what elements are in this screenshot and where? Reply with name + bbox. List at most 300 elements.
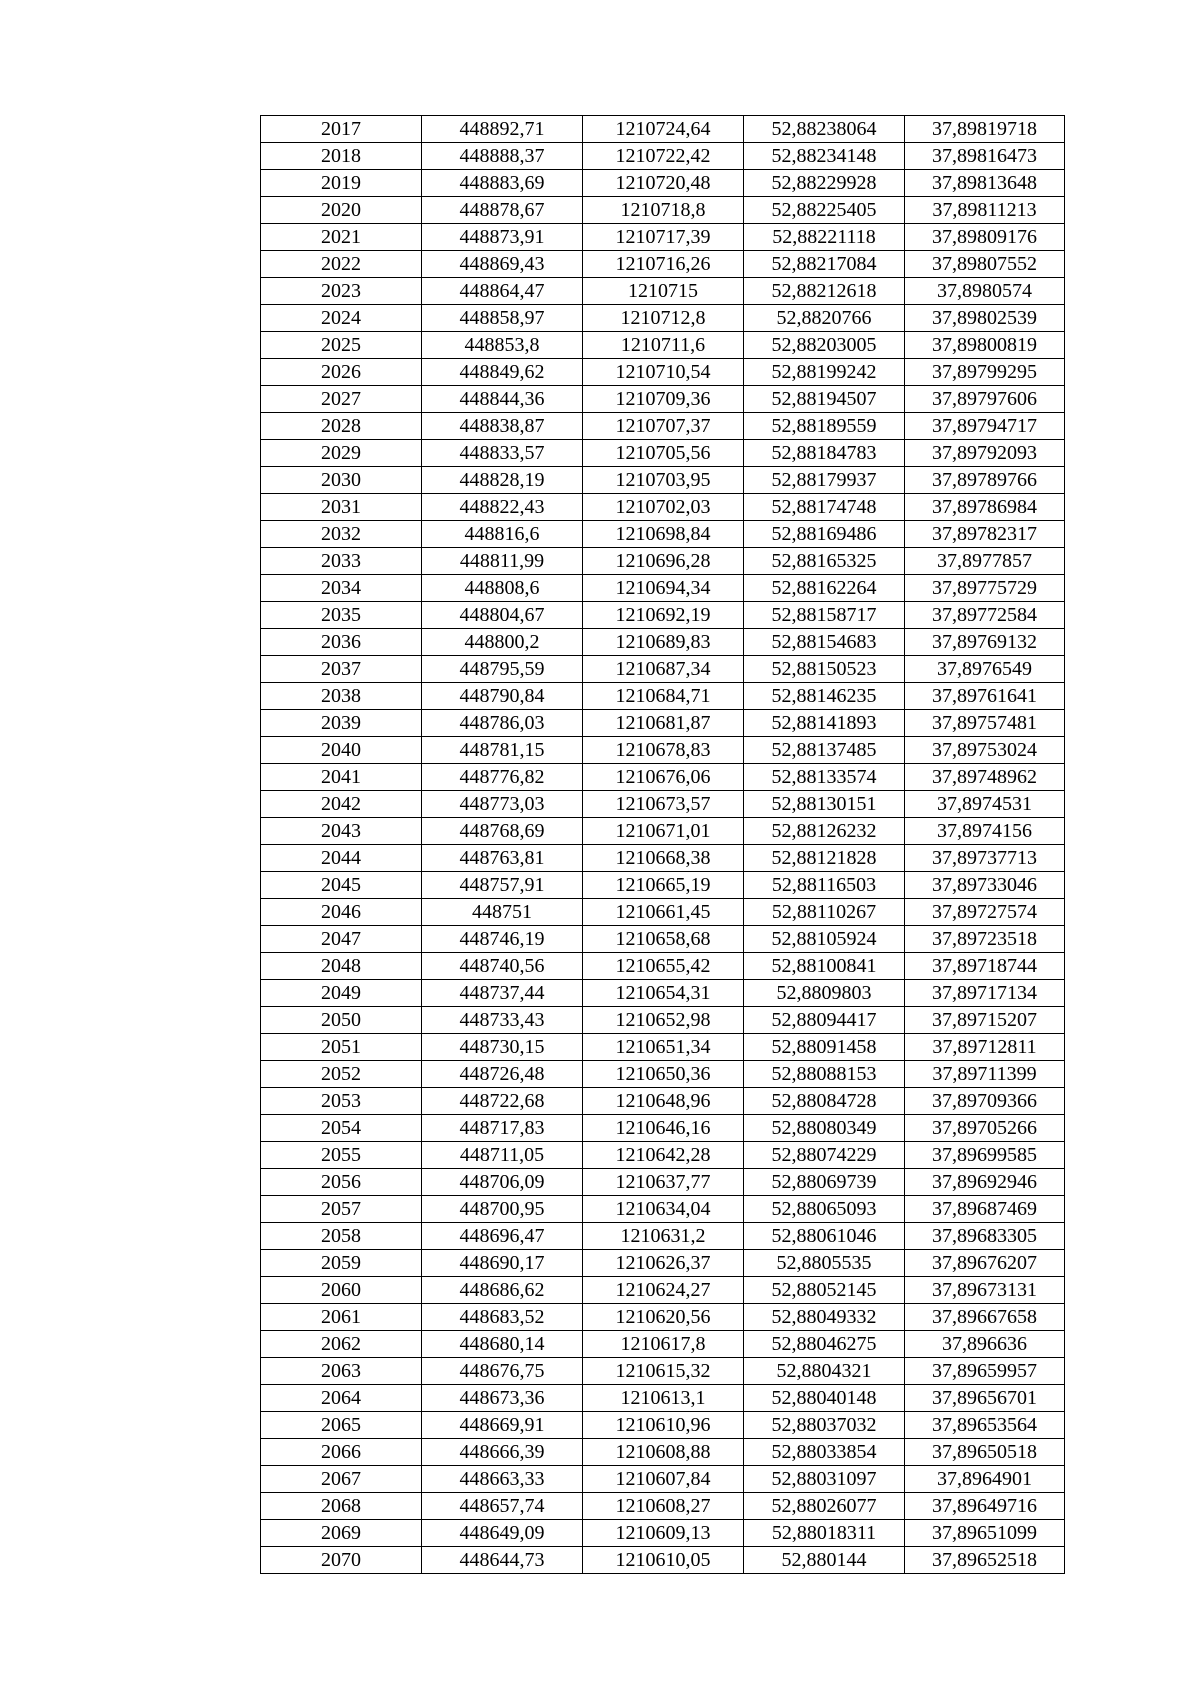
table-row: [261, 1196, 1065, 1223]
point-number-cell: 2023: [261, 278, 422, 305]
y-coordinate-cell: 1210720,48: [583, 170, 744, 197]
table-row: [261, 656, 1065, 683]
latitude-cell: 52,88194507: [744, 386, 905, 413]
latitude-cell: 52,8820766: [744, 305, 905, 332]
table-row: [261, 386, 1065, 413]
y-coordinate-cell: 1210715: [583, 278, 744, 305]
longitude-cell: 37,89802539: [905, 305, 1065, 332]
x-coordinate-cell: 448776,82: [422, 764, 583, 791]
latitude-cell: 52,88165325: [744, 548, 905, 575]
y-coordinate-cell: 1210678,83: [583, 737, 744, 764]
latitude-cell: 52,88158717: [744, 602, 905, 629]
y-coordinate-cell: 1210692,19: [583, 602, 744, 629]
table-row: [261, 548, 1065, 575]
x-coordinate-cell: 448649,09: [422, 1520, 583, 1547]
y-coordinate-cell: 1210642,28: [583, 1142, 744, 1169]
longitude-cell: 37,89717134: [905, 980, 1065, 1007]
y-coordinate-cell: 1210717,39: [583, 224, 744, 251]
x-coordinate-cell: 448673,36: [422, 1385, 583, 1412]
table-row: [261, 1547, 1065, 1574]
latitude-cell: 52,88088153: [744, 1061, 905, 1088]
y-coordinate-cell: 1210694,34: [583, 575, 744, 602]
point-number-cell: 2039: [261, 710, 422, 737]
point-number-cell: 2037: [261, 656, 422, 683]
x-coordinate-cell: 448873,91: [422, 224, 583, 251]
longitude-cell: 37,89715207: [905, 1007, 1065, 1034]
x-coordinate-cell: 448833,57: [422, 440, 583, 467]
x-coordinate-cell: 448878,67: [422, 197, 583, 224]
point-number-cell: 2021: [261, 224, 422, 251]
y-coordinate-cell: 1210658,68: [583, 926, 744, 953]
longitude-cell: 37,89816473: [905, 143, 1065, 170]
longitude-cell: 37,8977857: [905, 548, 1065, 575]
table-row: [261, 1142, 1065, 1169]
latitude-cell: 52,88084728: [744, 1088, 905, 1115]
point-number-cell: 2031: [261, 494, 422, 521]
latitude-cell: 52,88133574: [744, 764, 905, 791]
table-row: [261, 1034, 1065, 1061]
latitude-cell: 52,88126232: [744, 818, 905, 845]
y-coordinate-cell: 1210716,26: [583, 251, 744, 278]
point-number-cell: 2045: [261, 872, 422, 899]
latitude-cell: 52,88199242: [744, 359, 905, 386]
point-number-cell: 2034: [261, 575, 422, 602]
point-number-cell: 2046: [261, 899, 422, 926]
x-coordinate-cell: 448657,74: [422, 1493, 583, 1520]
table-row: [261, 791, 1065, 818]
x-coordinate-cell: 448644,73: [422, 1547, 583, 1574]
longitude-cell: 37,89809176: [905, 224, 1065, 251]
table-row: [261, 845, 1065, 872]
table-row: [261, 872, 1065, 899]
point-number-cell: 2025: [261, 332, 422, 359]
latitude-cell: 52,88189559: [744, 413, 905, 440]
table-row: [261, 521, 1065, 548]
point-number-cell: 2061: [261, 1304, 422, 1331]
longitude-cell: 37,89718744: [905, 953, 1065, 980]
table-row: [261, 629, 1065, 656]
longitude-cell: 37,89676207: [905, 1250, 1065, 1277]
y-coordinate-cell: 1210650,36: [583, 1061, 744, 1088]
x-coordinate-cell: 448864,47: [422, 278, 583, 305]
table-row: [261, 1331, 1065, 1358]
point-number-cell: 2030: [261, 467, 422, 494]
latitude-cell: 52,88110267: [744, 899, 905, 926]
y-coordinate-cell: 1210712,8: [583, 305, 744, 332]
y-coordinate-cell: 1210607,84: [583, 1466, 744, 1493]
point-number-cell: 2042: [261, 791, 422, 818]
y-coordinate-cell: 1210608,27: [583, 1493, 744, 1520]
point-number-cell: 2028: [261, 413, 422, 440]
latitude-cell: 52,88065093: [744, 1196, 905, 1223]
point-number-cell: 2067: [261, 1466, 422, 1493]
y-coordinate-cell: 1210681,87: [583, 710, 744, 737]
x-coordinate-cell: 448686,62: [422, 1277, 583, 1304]
latitude-cell: 52,88141893: [744, 710, 905, 737]
point-number-cell: 2051: [261, 1034, 422, 1061]
x-coordinate-cell: 448746,19: [422, 926, 583, 953]
latitude-cell: 52,88031097: [744, 1466, 905, 1493]
longitude-cell: 37,89782317: [905, 521, 1065, 548]
latitude-cell: 52,88146235: [744, 683, 905, 710]
longitude-cell: 37,89769132: [905, 629, 1065, 656]
y-coordinate-cell: 1210609,13: [583, 1520, 744, 1547]
longitude-cell: 37,8974156: [905, 818, 1065, 845]
x-coordinate-cell: 448786,03: [422, 710, 583, 737]
latitude-cell: 52,88091458: [744, 1034, 905, 1061]
point-number-cell: 2020: [261, 197, 422, 224]
table-row: [261, 278, 1065, 305]
x-coordinate-cell: 448804,67: [422, 602, 583, 629]
y-coordinate-cell: 1210676,06: [583, 764, 744, 791]
y-coordinate-cell: 1210637,77: [583, 1169, 744, 1196]
x-coordinate-cell: 448711,05: [422, 1142, 583, 1169]
latitude-cell: 52,88212618: [744, 278, 905, 305]
point-number-cell: 2069: [261, 1520, 422, 1547]
x-coordinate-cell: 448869,43: [422, 251, 583, 278]
longitude-cell: 37,89775729: [905, 575, 1065, 602]
x-coordinate-cell: 448696,47: [422, 1223, 583, 1250]
latitude-cell: 52,88234148: [744, 143, 905, 170]
x-coordinate-cell: 448669,91: [422, 1412, 583, 1439]
table-row: [261, 710, 1065, 737]
longitude-cell: 37,89800819: [905, 332, 1065, 359]
y-coordinate-cell: 1210709,36: [583, 386, 744, 413]
table-row: [261, 1412, 1065, 1439]
longitude-cell: 37,89652518: [905, 1547, 1065, 1574]
x-coordinate-cell: 448892,71: [422, 116, 583, 143]
point-number-cell: 2065: [261, 1412, 422, 1439]
table-row: [261, 1493, 1065, 1520]
point-number-cell: 2027: [261, 386, 422, 413]
x-coordinate-cell: 448683,52: [422, 1304, 583, 1331]
x-coordinate-cell: 448740,56: [422, 953, 583, 980]
x-coordinate-cell: 448795,59: [422, 656, 583, 683]
longitude-cell: 37,89807552: [905, 251, 1065, 278]
longitude-cell: 37,89711399: [905, 1061, 1065, 1088]
longitude-cell: 37,89667658: [905, 1304, 1065, 1331]
point-number-cell: 2024: [261, 305, 422, 332]
y-coordinate-cell: 1210668,38: [583, 845, 744, 872]
longitude-cell: 37,896636: [905, 1331, 1065, 1358]
latitude-cell: 52,88105924: [744, 926, 905, 953]
y-coordinate-cell: 1210661,45: [583, 899, 744, 926]
longitude-cell: 37,89786984: [905, 494, 1065, 521]
x-coordinate-cell: 448737,44: [422, 980, 583, 1007]
y-coordinate-cell: 1210631,2: [583, 1223, 744, 1250]
y-coordinate-cell: 1210620,56: [583, 1304, 744, 1331]
y-coordinate-cell: 1210703,95: [583, 467, 744, 494]
y-coordinate-cell: 1210615,32: [583, 1358, 744, 1385]
point-number-cell: 2057: [261, 1196, 422, 1223]
point-number-cell: 2066: [261, 1439, 422, 1466]
table-row: [261, 602, 1065, 629]
x-coordinate-cell: 448733,43: [422, 1007, 583, 1034]
longitude-cell: 37,89649716: [905, 1493, 1065, 1520]
point-number-cell: 2056: [261, 1169, 422, 1196]
longitude-cell: 37,89737713: [905, 845, 1065, 872]
x-coordinate-cell: 448816,6: [422, 521, 583, 548]
latitude-cell: 52,88026077: [744, 1493, 905, 1520]
table-row: [261, 1088, 1065, 1115]
x-coordinate-cell: 448757,91: [422, 872, 583, 899]
latitude-cell: 52,8805535: [744, 1250, 905, 1277]
longitude-cell: 37,89692946: [905, 1169, 1065, 1196]
latitude-cell: 52,88094417: [744, 1007, 905, 1034]
longitude-cell: 37,8976549: [905, 656, 1065, 683]
latitude-cell: 52,88061046: [744, 1223, 905, 1250]
latitude-cell: 52,88169486: [744, 521, 905, 548]
latitude-cell: 52,88179937: [744, 467, 905, 494]
longitude-cell: 37,89757481: [905, 710, 1065, 737]
longitude-cell: 37,89651099: [905, 1520, 1065, 1547]
y-coordinate-cell: 1210689,83: [583, 629, 744, 656]
x-coordinate-cell: 448706,09: [422, 1169, 583, 1196]
table-row: [261, 1007, 1065, 1034]
point-number-cell: 2041: [261, 764, 422, 791]
point-number-cell: 2018: [261, 143, 422, 170]
x-coordinate-cell: 448773,03: [422, 791, 583, 818]
latitude-cell: 52,88238064: [744, 116, 905, 143]
y-coordinate-cell: 1210617,8: [583, 1331, 744, 1358]
table-row: [261, 305, 1065, 332]
point-number-cell: 2055: [261, 1142, 422, 1169]
latitude-cell: 52,8809803: [744, 980, 905, 1007]
y-coordinate-cell: 1210702,03: [583, 494, 744, 521]
latitude-cell: 52,88100841: [744, 953, 905, 980]
point-number-cell: 2047: [261, 926, 422, 953]
table-row: [261, 494, 1065, 521]
latitude-cell: 52,88074229: [744, 1142, 905, 1169]
y-coordinate-cell: 1210718,8: [583, 197, 744, 224]
x-coordinate-cell: 448800,2: [422, 629, 583, 656]
latitude-cell: 52,88130151: [744, 791, 905, 818]
longitude-cell: 37,89683305: [905, 1223, 1065, 1250]
x-coordinate-cell: 448808,6: [422, 575, 583, 602]
y-coordinate-cell: 1210626,37: [583, 1250, 744, 1277]
latitude-cell: 52,88069739: [744, 1169, 905, 1196]
y-coordinate-cell: 1210610,96: [583, 1412, 744, 1439]
latitude-cell: 52,88150523: [744, 656, 905, 683]
point-number-cell: 2059: [261, 1250, 422, 1277]
longitude-cell: 37,89673131: [905, 1277, 1065, 1304]
latitude-cell: 52,88229928: [744, 170, 905, 197]
x-coordinate-cell: 448700,95: [422, 1196, 583, 1223]
coordinates-table-body: [261, 116, 1065, 1574]
y-coordinate-cell: 1210608,88: [583, 1439, 744, 1466]
x-coordinate-cell: 448822,43: [422, 494, 583, 521]
x-coordinate-cell: 448838,87: [422, 413, 583, 440]
y-coordinate-cell: 1210687,34: [583, 656, 744, 683]
x-coordinate-cell: 448844,36: [422, 386, 583, 413]
latitude-cell: 52,88217084: [744, 251, 905, 278]
longitude-cell: 37,8980574: [905, 278, 1065, 305]
latitude-cell: 52,8804321: [744, 1358, 905, 1385]
table-row: [261, 116, 1065, 143]
x-coordinate-cell: 448888,37: [422, 143, 583, 170]
y-coordinate-cell: 1210710,54: [583, 359, 744, 386]
x-coordinate-cell: 448666,39: [422, 1439, 583, 1466]
y-coordinate-cell: 1210705,56: [583, 440, 744, 467]
x-coordinate-cell: 448763,81: [422, 845, 583, 872]
longitude-cell: 37,89761641: [905, 683, 1065, 710]
latitude-cell: 52,88037032: [744, 1412, 905, 1439]
point-number-cell: 2060: [261, 1277, 422, 1304]
longitude-cell: 37,89811213: [905, 197, 1065, 224]
table-row: [261, 818, 1065, 845]
longitude-cell: 37,89753024: [905, 737, 1065, 764]
latitude-cell: 52,88046275: [744, 1331, 905, 1358]
point-number-cell: 2036: [261, 629, 422, 656]
y-coordinate-cell: 1210707,37: [583, 413, 744, 440]
table-row: [261, 224, 1065, 251]
y-coordinate-cell: 1210722,42: [583, 143, 744, 170]
longitude-cell: 37,89699585: [905, 1142, 1065, 1169]
table-row: [261, 359, 1065, 386]
point-number-cell: 2040: [261, 737, 422, 764]
longitude-cell: 37,89772584: [905, 602, 1065, 629]
point-number-cell: 2035: [261, 602, 422, 629]
table-row: [261, 332, 1065, 359]
latitude-cell: 52,88162264: [744, 575, 905, 602]
longitude-cell: 37,89656701: [905, 1385, 1065, 1412]
table-row: [261, 170, 1065, 197]
point-number-cell: 2022: [261, 251, 422, 278]
y-coordinate-cell: 1210698,84: [583, 521, 744, 548]
y-coordinate-cell: 1210711,6: [583, 332, 744, 359]
table-row: [261, 1061, 1065, 1088]
table-row: [261, 980, 1065, 1007]
x-coordinate-cell: 448730,15: [422, 1034, 583, 1061]
point-number-cell: 2044: [261, 845, 422, 872]
table-row: [261, 683, 1065, 710]
x-coordinate-cell: 448726,48: [422, 1061, 583, 1088]
y-coordinate-cell: 1210671,01: [583, 818, 744, 845]
table-row: [261, 1520, 1065, 1547]
point-number-cell: 2032: [261, 521, 422, 548]
longitude-cell: 37,89705266: [905, 1115, 1065, 1142]
y-coordinate-cell: 1210652,98: [583, 1007, 744, 1034]
longitude-cell: 37,89650518: [905, 1439, 1065, 1466]
longitude-cell: 37,89797606: [905, 386, 1065, 413]
point-number-cell: 2029: [261, 440, 422, 467]
latitude-cell: 52,88221118: [744, 224, 905, 251]
table-row: [261, 440, 1065, 467]
longitude-cell: 37,89659957: [905, 1358, 1065, 1385]
y-coordinate-cell: 1210648,96: [583, 1088, 744, 1115]
table-row: [261, 953, 1065, 980]
table-row: [261, 1466, 1065, 1493]
y-coordinate-cell: 1210651,34: [583, 1034, 744, 1061]
x-coordinate-cell: 448751: [422, 899, 583, 926]
longitude-cell: 37,8974531: [905, 791, 1065, 818]
longitude-cell: 37,89799295: [905, 359, 1065, 386]
point-number-cell: 2050: [261, 1007, 422, 1034]
point-number-cell: 2058: [261, 1223, 422, 1250]
latitude-cell: 52,88121828: [744, 845, 905, 872]
x-coordinate-cell: 448717,83: [422, 1115, 583, 1142]
x-coordinate-cell: 448849,62: [422, 359, 583, 386]
table-row: [261, 926, 1065, 953]
point-number-cell: 2043: [261, 818, 422, 845]
y-coordinate-cell: 1210696,28: [583, 548, 744, 575]
x-coordinate-cell: 448690,17: [422, 1250, 583, 1277]
point-number-cell: 2062: [261, 1331, 422, 1358]
x-coordinate-cell: 448680,14: [422, 1331, 583, 1358]
point-number-cell: 2033: [261, 548, 422, 575]
y-coordinate-cell: 1210684,71: [583, 683, 744, 710]
longitude-cell: 37,89794717: [905, 413, 1065, 440]
point-number-cell: 2068: [261, 1493, 422, 1520]
point-number-cell: 2063: [261, 1358, 422, 1385]
point-number-cell: 2038: [261, 683, 422, 710]
latitude-cell: 52,88174748: [744, 494, 905, 521]
table-row: [261, 197, 1065, 224]
latitude-cell: 52,88049332: [744, 1304, 905, 1331]
longitude-cell: 37,89723518: [905, 926, 1065, 953]
table-row: [261, 737, 1065, 764]
longitude-cell: 37,89813648: [905, 170, 1065, 197]
coordinates-table: [260, 115, 1065, 1574]
latitude-cell: 52,88018311: [744, 1520, 905, 1547]
x-coordinate-cell: 448790,84: [422, 683, 583, 710]
point-number-cell: 2026: [261, 359, 422, 386]
latitude-cell: 52,88052145: [744, 1277, 905, 1304]
longitude-cell: 37,89687469: [905, 1196, 1065, 1223]
y-coordinate-cell: 1210646,16: [583, 1115, 744, 1142]
table-row: [261, 1304, 1065, 1331]
point-number-cell: 2054: [261, 1115, 422, 1142]
latitude-cell: 52,88033854: [744, 1439, 905, 1466]
longitude-cell: 37,89789766: [905, 467, 1065, 494]
x-coordinate-cell: 448722,68: [422, 1088, 583, 1115]
table-row: [261, 143, 1065, 170]
point-number-cell: 2017: [261, 116, 422, 143]
table-row: [261, 1223, 1065, 1250]
table-row: [261, 1250, 1065, 1277]
longitude-cell: 37,89727574: [905, 899, 1065, 926]
table-row: [261, 1169, 1065, 1196]
x-coordinate-cell: 448858,97: [422, 305, 583, 332]
y-coordinate-cell: 1210624,27: [583, 1277, 744, 1304]
longitude-cell: 37,89819718: [905, 116, 1065, 143]
longitude-cell: 37,89653564: [905, 1412, 1065, 1439]
y-coordinate-cell: 1210724,64: [583, 116, 744, 143]
x-coordinate-cell: 448768,69: [422, 818, 583, 845]
x-coordinate-cell: 448811,99: [422, 548, 583, 575]
longitude-cell: 37,89709366: [905, 1088, 1065, 1115]
x-coordinate-cell: 448828,19: [422, 467, 583, 494]
latitude-cell: 52,88203005: [744, 332, 905, 359]
y-coordinate-cell: 1210673,57: [583, 791, 744, 818]
table-row: [261, 251, 1065, 278]
y-coordinate-cell: 1210613,1: [583, 1385, 744, 1412]
x-coordinate-cell: 448853,8: [422, 332, 583, 359]
point-number-cell: 2048: [261, 953, 422, 980]
x-coordinate-cell: 448663,33: [422, 1466, 583, 1493]
table-row: [261, 899, 1065, 926]
x-coordinate-cell: 448676,75: [422, 1358, 583, 1385]
latitude-cell: 52,88116503: [744, 872, 905, 899]
y-coordinate-cell: 1210665,19: [583, 872, 744, 899]
longitude-cell: 37,89712811: [905, 1034, 1065, 1061]
point-number-cell: 2052: [261, 1061, 422, 1088]
point-number-cell: 2053: [261, 1088, 422, 1115]
y-coordinate-cell: 1210634,04: [583, 1196, 744, 1223]
point-number-cell: 2070: [261, 1547, 422, 1574]
point-number-cell: 2064: [261, 1385, 422, 1412]
latitude-cell: 52,880144: [744, 1547, 905, 1574]
